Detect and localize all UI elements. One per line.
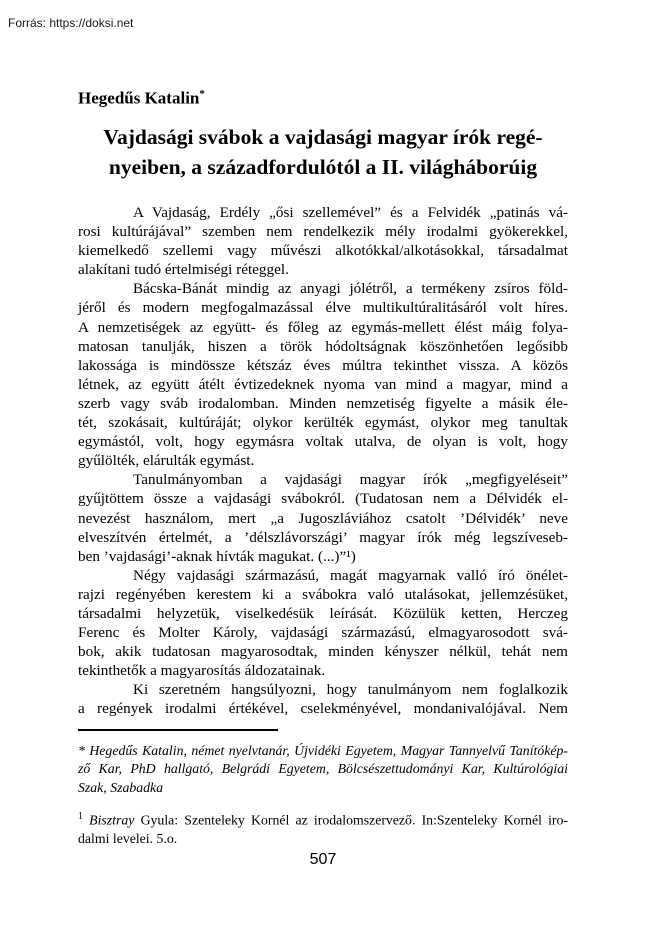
body-text-line: Négy vajdasági származású, magát magyarnak valló író önélet- xyxy=(133,566,568,584)
body-text-line: gyűjtöttem össze a vajdasági svábokról. (Tudatosan nem a Délvidék el- xyxy=(78,490,568,508)
footnote-1 xyxy=(78,808,568,848)
footnote-1-line-2: dalmi levelei. 5.o. xyxy=(78,830,178,846)
footnotes-section xyxy=(78,742,568,848)
body-text-line: létnek, az együtt átélt évtizedeknek nyoma van mind a magyar, mind a xyxy=(78,375,568,393)
body-text-line: Tanulmányomban a vajdasági magyar írók „megfigyeléseit” xyxy=(133,471,568,489)
body-text-line: A Vajdaság, Erdély „ősi szellemével” és a Felvidék „patinás vá- xyxy=(133,204,568,221)
source-header-text: Forrás: https://doksi.net xyxy=(8,16,134,30)
footnote-1-author: Bisztray xyxy=(89,812,135,828)
body-text-line: matosan tanulják, hiszen a török hódoltságnak köszönhetően legősibb xyxy=(78,337,568,355)
body-text-line: tét, szokásait, kultúráját; olykor kerülték egymást, olykor meg tanultak xyxy=(78,414,568,432)
footnote-1-marker: 1 xyxy=(78,810,83,822)
article-title-line: Vajdasági svábok a vajdasági magyar írók regé- xyxy=(103,125,543,149)
body-text-line: a regények irodalmi értékével, cselekményével, mondanivalójával. Nem xyxy=(78,700,568,718)
author-footnote-line: Szak, Szabadka xyxy=(78,779,164,795)
body-text-line: gyűlölték, elárulták egymást. xyxy=(78,452,255,470)
body-text-line: rosi kultúrájával” szemben nem rendelkezik mély irodalmi gyökerekkel, xyxy=(78,223,568,241)
article-title-line: nyeiben, a századfordulótól a II. világháborúig xyxy=(108,155,538,179)
body-text-line: tekinthetők a magyarosítás áldozatainak. xyxy=(78,662,326,680)
body-text-line: jéről és modern megfogalmazással élve multikultúralitásáról volt híres. xyxy=(78,299,568,317)
author-footnote-line: * Hegedűs Katalin, német nyelvtanár, Újvidéki Egyetem, Magyar Tannyelvű Tanítókép- xyxy=(78,743,568,758)
body-text-line: nevezést használom, mert „a Jugoszláviához csatolt ’Délvidék’ neve xyxy=(78,509,568,527)
body-text-line: szerb vagy sváb irodalomban. Minden nemzetiség figyelte a másik éle- xyxy=(78,394,568,412)
article-title xyxy=(78,122,568,182)
footnote-1-line-1 xyxy=(78,808,568,830)
footnote-1-text: Gyula: Szenteleky Kornél az irodalomszervező. In:Szenteleky Kornél iro- xyxy=(134,812,568,828)
author-footnote-line: ző Kar, PhD hallgató, Belgrádi Egyetem, Bölcsészettudományi Kar, Kultúrológiai xyxy=(78,761,568,777)
body-text-line: Ki szeretném hangsúlyozni, hogy tanulmányom nem foglalkozik xyxy=(133,681,568,699)
author-name-text: Hegedűs Katalin xyxy=(78,88,200,108)
page-number: 507 xyxy=(309,851,337,868)
body-text-line: ben ’vajdasági’-aknak hívták magukat. (...)”¹) xyxy=(78,547,356,565)
author-footnote-marker: * xyxy=(199,88,205,100)
author-name xyxy=(78,88,205,109)
body-text-line: kiemelkedő szellemi vagy művészi alkotókkal/alkotásokkal, társadalmat xyxy=(78,242,568,260)
body-text-line: rajzi regényében kerestem ki a svábokra való utalásokat, jellemzésüket, xyxy=(78,585,568,603)
body-text-line: egymástól, volt, hogy egymásra voltak utalva, de olyan is volt, hogy xyxy=(78,433,568,451)
body-text-line: társadalmi helyzetük, viselkedésük leírását. Közülük ketten, Herczeg xyxy=(78,604,568,622)
body-text-line: A nemzetiségek az együtt- és főleg az egymás-mellett élést máig folya- xyxy=(78,318,568,336)
body-text-line: Ferenc és Molter Károly, vajdasági származású, elmagyarosodott svá- xyxy=(78,624,568,642)
body-text xyxy=(78,203,568,719)
body-text-line: alakítani tudó értelmiségi réteggel. xyxy=(78,261,289,279)
footnote-separator xyxy=(78,729,278,731)
author-footnote xyxy=(78,742,568,797)
body-text-line: elveszítvén értelmét, a ’délszlávországi’ magyar írók még legszíveseb- xyxy=(78,528,568,546)
body-text-line: lakossága is mindössze kétszáz éves múltra tekinthet vissza. A közös xyxy=(78,356,568,374)
body-text-line: Bácska-Bánát mindig az anyagi jólétről, a termékeny zsíros föld- xyxy=(133,280,568,298)
body-text-line: bok, akik tudatosan magyarosodtak, minden kényszer nélkül, tehát nem xyxy=(78,643,568,661)
